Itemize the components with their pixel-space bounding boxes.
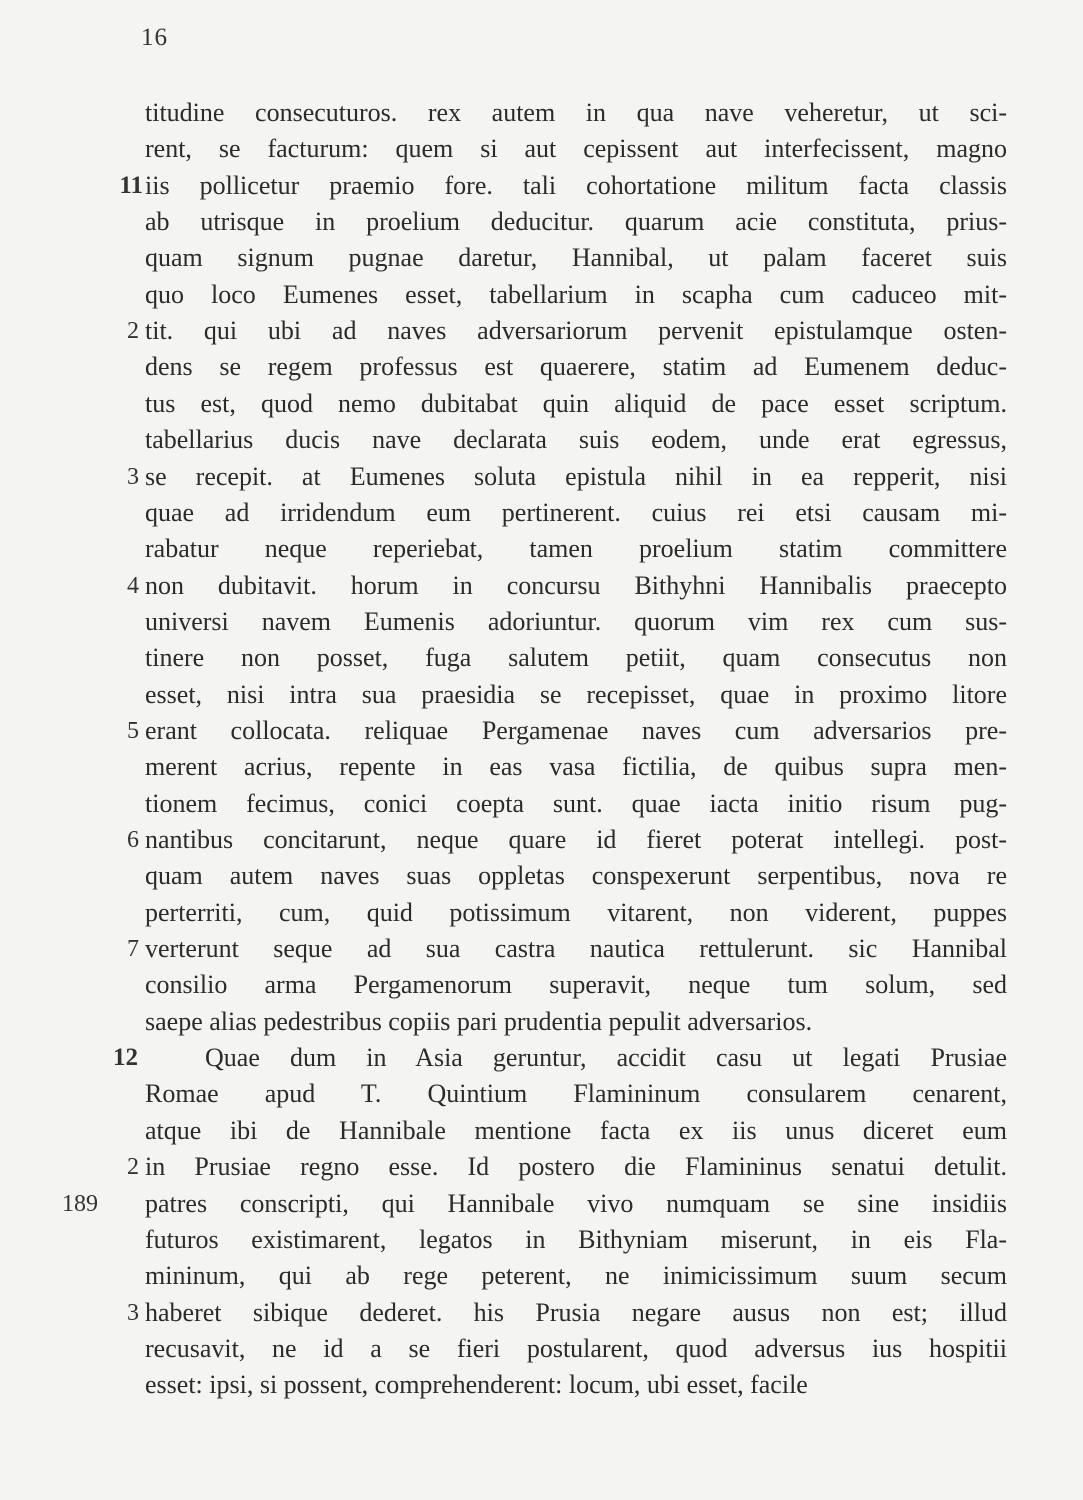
- line-text: atque ibi de Hannibale mentione facta ex iis unus diceret eum: [145, 1115, 1007, 1145]
- line-text: dens se regem professus est quaerere, statim ad Eumenem deduc-: [145, 352, 1007, 382]
- line-text: ab utrisque in proelium deducitur. quarum acie constituta, prius-: [145, 207, 1007, 237]
- text-line: [0, 1368, 1083, 1404]
- line-text: erant collocata. reliquae Pergamenae naves cum adversarios pre-: [145, 715, 1007, 745]
- line-text: haberet sibique dederet. his Prusia negare ausus non est; illud: [145, 1297, 1007, 1327]
- line-text: quam autem naves suas oppletas conspexerunt serpentibus, nova re: [145, 861, 1007, 891]
- text-line: [0, 205, 1083, 241]
- section-number: 3: [127, 1299, 139, 1326]
- line-text: se recepit. at Eumenes soluta epistula nihil in ea repperit, nisi: [145, 461, 1007, 491]
- chapter-number: 12: [113, 1044, 138, 1072]
- line-text: Quae dum in Asia geruntur, accidit casu ut legati Prusiae: [205, 1043, 1007, 1073]
- text-line: [0, 896, 1083, 932]
- line-text: universi navem Eumenis adoriuntur. quorum vim rex cum sus-: [145, 606, 1007, 636]
- line-text: futuros existimarent, legatos in Bithyniam miserunt, in eis Fla-: [145, 1224, 1007, 1254]
- text-line: [0, 1332, 1083, 1368]
- line-text: in Prusiae regno esse. Id postero die Flamininus senatui detulit.: [145, 1152, 1007, 1182]
- line-text: tabellarius ducis nave declarata suis eodem, unde erat egressus,: [145, 425, 1007, 455]
- line-text: perterriti, cum, quid potissimum vitarent, non viderent, puppes: [145, 897, 1007, 927]
- text-line: [0, 932, 1083, 968]
- line-text: saepe alias pedestribus copiis pari prudentia pepulit adversarios.: [145, 1006, 813, 1036]
- text-line: [0, 823, 1083, 859]
- text-line: [0, 1187, 1083, 1223]
- section-number: 3: [127, 463, 139, 490]
- line-text: quo loco Eumenes esset, tabellarium in scapha cum caduceo mit-: [145, 279, 1007, 309]
- line-text: tit. qui ubi ad naves adversariorum pervenit epistulamque osten-: [145, 316, 1007, 346]
- text-line: [0, 350, 1083, 386]
- text-line: [0, 132, 1083, 168]
- line-text: tionem fecimus, conici coepta sunt. quae iacta initio risum pug-: [145, 788, 1007, 818]
- line-text: quae ad irridendum eum pertinerent. cuius rei etsi causam mi-: [145, 497, 1007, 527]
- line-text: quam signum pugnae daretur, Hannibal, ut palam faceret suis: [145, 243, 1007, 273]
- text-line: [0, 1150, 1083, 1186]
- chapter-number: 11: [119, 171, 143, 199]
- section-number: 5: [127, 717, 139, 744]
- line-text: esset: ipsi, si possent, comprehenderent: locum, ubi esset, facile: [145, 1370, 808, 1400]
- text-line: [0, 678, 1083, 714]
- line-text: tus est, quod nemo dubitabat quin aliquid de pace esset scriptum.: [145, 388, 1007, 418]
- text-line: [0, 1005, 1083, 1041]
- line-text: titudine consecuturos. rex autem in qua nave veheretur, ut sci-: [145, 98, 1007, 127]
- text-line: [0, 496, 1083, 532]
- line-text: esset, nisi intra sua praesidia se recepisset, quae in proximo litore: [145, 679, 1007, 709]
- text-line: [0, 1223, 1083, 1259]
- text-line: [0, 314, 1083, 350]
- line-text: verterunt seque ad sua castra nautica rettulerunt. sic Hannibal: [145, 934, 1007, 964]
- text-line: [0, 968, 1083, 1004]
- section-number: 4: [127, 572, 139, 599]
- text-line: [0, 460, 1083, 496]
- line-text: non dubitavit. horum in concursu Bithyhni Hannibalis praecepto: [145, 570, 1007, 600]
- line-text: patres conscripti, qui Hannibale vivo numquam se sine insidiis: [145, 1188, 1007, 1218]
- line-text: nantibus concitarunt, neque quare id fieret poterat intellegi. post-: [145, 825, 1007, 854]
- text-line: [0, 423, 1083, 459]
- text-line: [0, 241, 1083, 277]
- section-number: 2: [127, 1154, 139, 1181]
- section-number: 6: [127, 827, 139, 853]
- line-text: rent, se facturum: quem si aut cepissent aut interfecissent, magno: [145, 134, 1007, 164]
- line-text: rabatur neque reperiebat, tamen proelium statim committere: [145, 534, 1007, 564]
- margin-year: 189: [62, 1190, 98, 1217]
- text-line: [0, 569, 1083, 605]
- text-line: [0, 1114, 1083, 1150]
- text-line: [0, 387, 1083, 423]
- text-line: [0, 278, 1083, 314]
- line-text: tinere non posset, fuga salutem petiit, quam consecutus non: [145, 643, 1007, 673]
- text-line: [0, 859, 1083, 895]
- section-number: 2: [127, 318, 139, 345]
- text-line: [0, 750, 1083, 786]
- text-line: [0, 1259, 1083, 1295]
- text-line: [0, 605, 1083, 641]
- line-text: iis pollicetur praemio fore. tali cohortatione militum facta classis: [145, 170, 1007, 200]
- section-number: 7: [127, 936, 139, 963]
- text-line: [0, 1041, 1083, 1077]
- line-text: mininum, qui ab rege peterent, ne inimicissimum suum secum: [145, 1261, 1007, 1291]
- text-line: [0, 96, 1083, 132]
- line-text: recusavit, ne id a se fieri postularent, quod adversus ius hospitii: [145, 1333, 1007, 1363]
- line-text: merent acrius, repente in eas vasa fictilia, de quibus supra men-: [145, 752, 1007, 782]
- text-line: [0, 714, 1083, 750]
- page-number: 16: [141, 24, 168, 51]
- text-line: [0, 641, 1083, 677]
- line-text: Romae apud T. Quintium Flamininum consularem cenarent,: [145, 1079, 1007, 1109]
- text-line: [0, 1077, 1083, 1113]
- text-line: [0, 1296, 1083, 1332]
- text-line: [0, 532, 1083, 568]
- text-line: [0, 787, 1083, 823]
- line-text: consilio arma Pergamenorum superavit, neque tum solum, sed: [145, 970, 1007, 1000]
- text-line: [0, 169, 1083, 205]
